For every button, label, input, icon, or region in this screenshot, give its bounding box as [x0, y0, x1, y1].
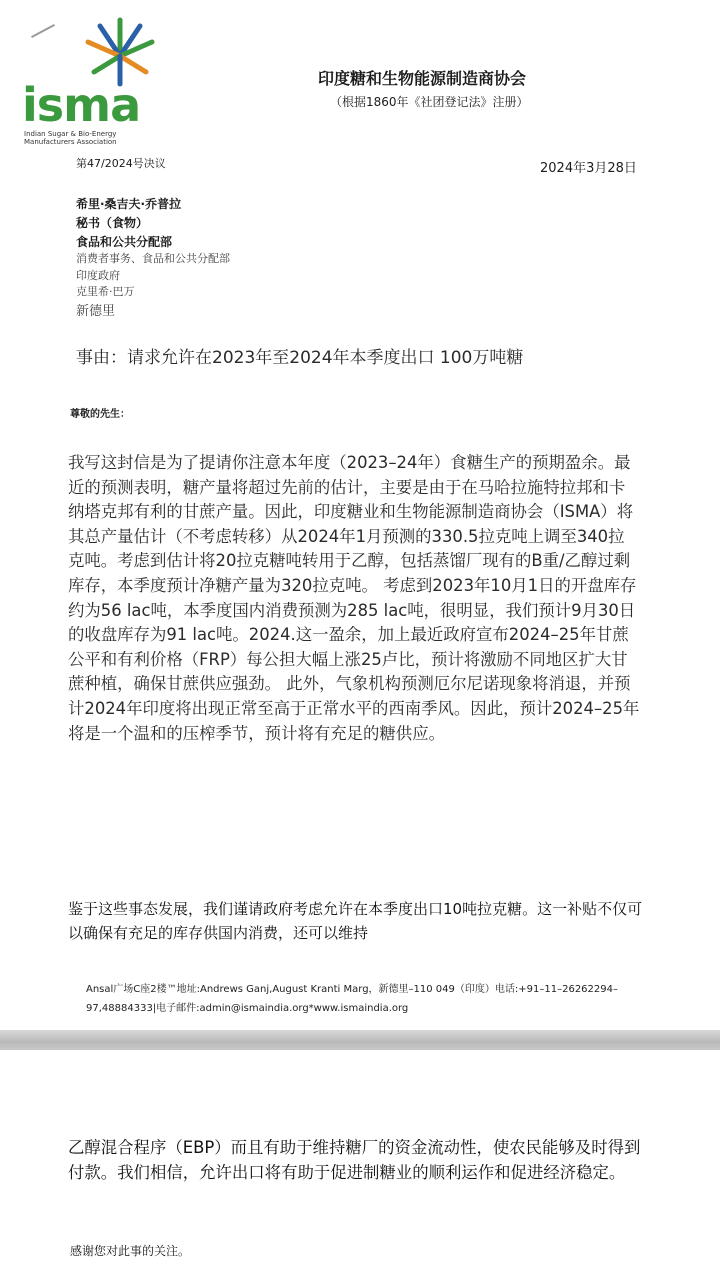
- addressee-name: 希里·桑吉夫·乔普拉: [76, 197, 182, 211]
- footer-address: Ansal广场C座2楼™地址:Andrews Ganj,August Kranti Marg，新德里–110 049（印度）电话:+91–11–26262294–97,48884333|电子邮件:admin@ismaindia.org*www.ismaindia.org: [86, 984, 618, 1014]
- isma-logo: [22, 16, 152, 146]
- letter-date: 2024年3月28日: [540, 161, 637, 176]
- addressee-government: 印度政府: [76, 269, 120, 282]
- request-paragraph: 鉴于这些事态发展，我们谨请政府考虑允许在本季度出口10吨拉克糖。这一补贴不仅可以确保有充足的库存供国内消费，还可以维持: [68, 900, 643, 942]
- addressee-building: 克里希·巴万: [76, 285, 135, 298]
- closing-line: 感谢您对此事的关注。: [70, 1244, 191, 1258]
- addressee-department: 食品和公共分配部: [76, 235, 173, 249]
- page-separator: [0, 1030, 720, 1050]
- addressee-ministry: 消费者事务、食品和公共分配部: [76, 252, 230, 265]
- addressee-city: 新德里: [76, 304, 116, 319]
- continuation-paragraph: 乙醇混合程序（EBP）而且有助于维持糖厂的资金流动性，使农民能够及时得到付款。我们相信，允许出口将有助于促进制糖业的顺利运作和促进经济稳定。: [68, 1138, 641, 1182]
- organization-name: 印度糖和生物能源制造商协会: [318, 69, 527, 88]
- letter-subject: 事由：请求允许在2023年至2024年本季度出口 100万吨糖: [76, 348, 524, 368]
- reference-number: 第47/2024号决议: [76, 157, 166, 170]
- addressee-title: 秘书（食物）: [76, 216, 149, 230]
- registration-note: （根据1860年《社团登记法》注册）: [330, 95, 529, 109]
- logo-wordmark: isma: [22, 78, 141, 132]
- logo-tagline: Indian Sugar & Bio-Energy Manufacturers Association: [24, 130, 117, 146]
- letter-page-2: [0, 1050, 720, 1279]
- salutation: 尊敬的先生：: [70, 409, 130, 420]
- body-paragraph: 我写这封信是为了提请你注意本年度（2023–24年）食糖生产的预期盈余。最近的预测表明，糖产量将超过先前的估计，主要是由于在马哈拉施特拉邦和卡纳塔克邦有利的甘蔗产量。因此，印度糖业和生物能源制造商协会（ISMA）将其总产量估计（不考虑转移）从2024年1月预测的330.5拉克吨上调至340拉克吨。考虑到估计将20拉克糖吨转用于乙醇，包括蒸馏厂现有的B重/乙醇过剩库存，本季度预计净糖产量为320拉克吨。 考虑到2023年10月1日的开盘库存约为56 lac吨，本季度国内消费预测为285 lac吨，很明显，我们预计9月30日的收盘库存为91 lac吨。2024.这一盈余，加上最近政府宣布2024–25年甘蔗公平和有利价格（FRP）每公担大幅上涨25卢比，预计将激励不同地区扩大甘蔗种植，确保甘蔗供应强劲。 此外，气象机构预测厄尔尼诺现象将消退，并预计2024年印度将出现正常至高于正常水平的西南季风。因此，预计2024–25年将是一个温和的压榨季节，预计将有充足的糖供应。: [68, 453, 640, 743]
